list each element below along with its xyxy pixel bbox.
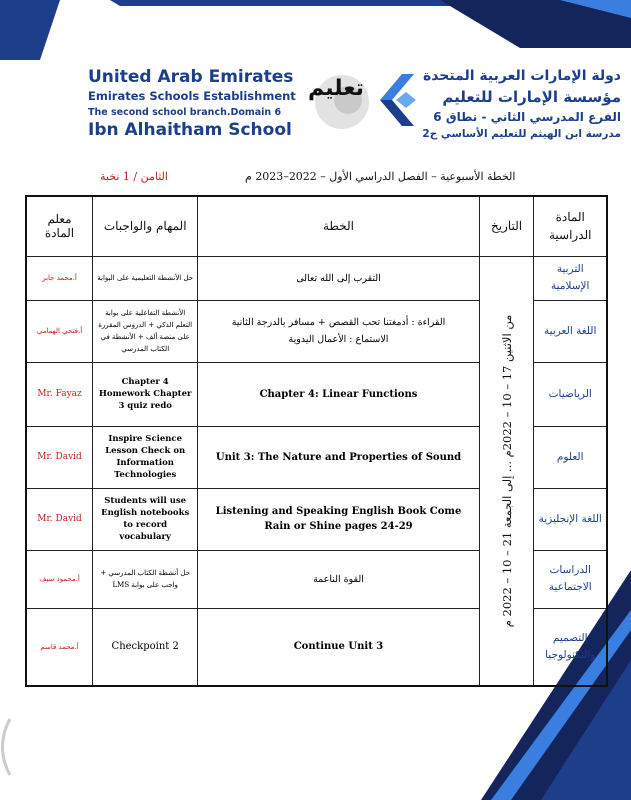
plan-cell: Chapter 4: Linear Functions [198,362,479,426]
school-name-en: Ibn Alhaitham School [88,120,292,140]
subject-cell: التربية الإسلامية [534,256,607,300]
tasks-cell: الأنشطة التفاعلية على بوابة التعلم الذكي + الدروس المقررة على منصة ألف + الأنشطة في الكتاب المدرسي [93,300,198,362]
subject-cell: العلوم [534,426,607,488]
weekly-plan-table [25,195,608,687]
subject-cell: اللغة الإنجليزية [534,488,607,550]
teacher-cell: Mr. David [26,426,93,488]
header-date: التاريخ [479,196,534,256]
tasks-cell: Chapter 4 Homework Chapter 3 quiz redo [93,362,198,426]
teacher-cell: Mr. Fayaz [26,362,93,426]
teacher-cell: أ.محمد قاسم [26,608,93,686]
tasks-cell: Inspire Science Lesson Check on Information Technologies [93,426,198,488]
teacher-cell: أ.فتحي الهمامي [26,300,93,362]
plan-line: الاستماع : الأعمال اليدوية [288,334,389,345]
plan-cell [198,300,479,362]
arabic-header [421,66,621,142]
scroll-decoration [0,717,14,777]
header-subject: المادة الدراسية [534,196,607,256]
country-name-ar: دولة الإمارات العربية المتحدة [422,68,621,84]
branch-name-en: The second school branch.Domain 6 [88,107,282,118]
header-decoration [0,0,631,60]
header-teacher: معلم المادة [26,196,93,256]
establishment-name-ar: مؤسسة الإمارات للتعليم [442,88,621,106]
subject-cell: اللغة العربية [534,300,607,362]
ese-logo-icon [372,70,422,130]
page-header [0,62,631,152]
establishment-name-en: Emirates Schools Establishment [88,89,296,103]
plan-cell: التقرب إلى الله تعالى [198,256,479,300]
plan-subtitle: الخطة الأسبوعية – الفصل الدراسي الأول – 2022–2023 م [245,170,516,183]
plan-cell: Unit 3: The Nature and Properties of Sound [198,426,479,488]
tasks-cell: حل أنشطة الكتاب المدرسي + واجب على بوابة LMS [93,550,198,608]
table-header-row [26,196,607,256]
logo-text: تعليم [308,76,364,101]
table-row [26,256,607,300]
plan-cell: القوة الناعمة [198,550,479,608]
date-range: من الاثنين 17 – 10 – 2022م ... إلى الجمعة 21 – 10 – 2022 م [499,314,514,628]
plan-line: القراءة : أدمغتنا تحب القصص + مسافر بالدرجة الثانية [231,317,446,328]
teacher-cell: Mr. David [26,488,93,550]
subject-cell: الدراسات الاجتماعية [534,550,607,608]
english-header [88,66,298,140]
tasks-cell: حل الأنشطة التعليمية على البوابة [93,256,198,300]
branch-name-ar: الفرع المدرسي الثاني - نطاق 6 [433,110,621,124]
subject-cell: التصميم والتكنولوجيا [534,608,607,686]
tasks-cell: Checkpoint 2 [93,608,198,686]
plan-cell: Continue Unit 3 [198,608,479,686]
header-plan: الخطة [198,196,479,256]
grade-label: الثامن / 1 نخبة [100,170,168,183]
school-name-ar: مدرسة ابن الهيثم للتعليم الأساسي ح2 [422,128,621,140]
teacher-cell: أ.محمود سيف [26,550,93,608]
header-tasks: المهام والواجبات [93,196,198,256]
teacher-cell: أ.محمد جابر [26,256,93,300]
taleem-logo [300,68,378,140]
date-cell [479,256,534,686]
subject-cell: الرياضيات [534,362,607,426]
country-name-en: United Arab Emirates [88,67,294,87]
plan-cell: Listening and Speaking English Book Come Rain or Shine pages 24-29 [198,488,479,550]
tasks-cell: Students will use English notebooks to record vocabulary [93,488,198,550]
